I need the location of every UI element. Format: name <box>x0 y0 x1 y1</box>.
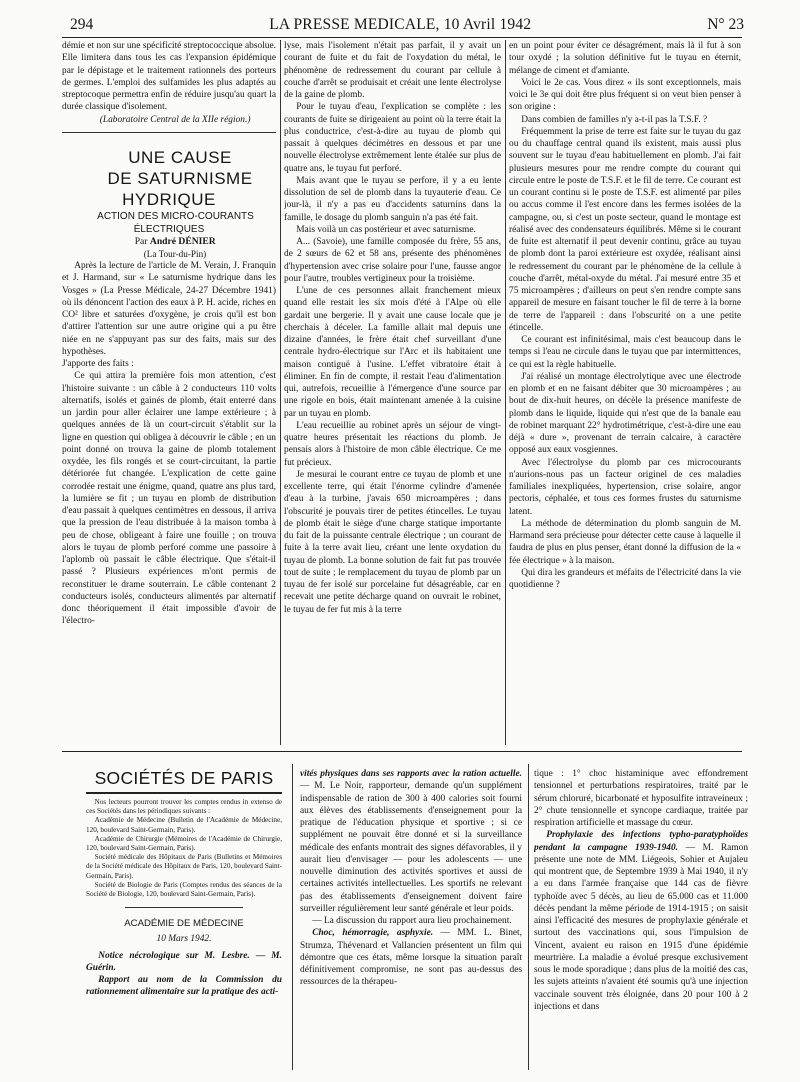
section-title-rule <box>86 792 282 794</box>
author-location: (La Tour-du-Pin) <box>143 248 207 259</box>
societes-column-3 <box>534 768 748 1068</box>
lab-credit: (Laboratoire Central de la XIIe région.) <box>99 114 251 125</box>
author-name: André DÉNIER <box>149 235 216 247</box>
paragraph: Ce courant est infinitésimal, mais c'est beaucoup dans le temps si l'eau ne circule dans le tuyau que par intermittences, ce qui est la règle habituelle. <box>509 335 741 370</box>
societes-column-1 <box>86 798 282 1068</box>
author-prefix: Par <box>134 235 148 247</box>
paragraph: L'eau recueillie au robinet après un séjour de vingt-quatre heures présentait les réactions du plomb. Je pensais alors à l'histoire de mon câble électrique. Ce me fut précieux. <box>284 420 501 468</box>
reference: Société de Biologie de Paris (Comptes rendus des séances de la Société de Biologie, 120, boulevard Saint-Germain, Paris). <box>86 880 282 899</box>
paragraph: J'apporte des faits : <box>62 359 134 369</box>
paragraph <box>534 829 748 1013</box>
reference: Société médicale des Hôpitaux de Paris (Bulletins et Mémoires de la Société médicale des Hôpitaux de Paris, 120, boulevard Saint-Germain, Paris). <box>86 853 282 880</box>
column-3 <box>509 40 741 745</box>
topic-title: Choc, hémorragie, asphyxie. <box>312 928 434 939</box>
paragraph: Ce qui attira la première fois mon attention, c'est l'histoire suivante : un câble à 2 conducteurs 110 volts alternatifs, isolés et gainés de plomb, était enterré dans un jardin pour aller éclairer une lampe extérieure ; à quelques années de là un court-circuit s'établit sur la ligne en question qui obligea à découvrir le câble ; en un point donné on trouva la gaine de plomb totalement oxydée, les fils rongés et se court-circuitant, la partie détériorée fut changée. L'explication de cette gaine corrodée restait une énigme, quand, quatre ans plus tard, la lumière se fit ; un tuyau en plomb de distribution d'eau passait à quelques centimètres en dessous, il arriva que la pression de l'eau distribuée à la maison tomba à peu de chose, obligeant à faire une fouille ; on trouva alors le tuyau de plomb perforé comme une passoire à l'aplomb où passait le câble électrique. Que s'était-il passé ? Plusieurs expériences m'ont permis de reconstituer le drame souterrain. Le câble contenant 2 conducteurs isolés, conducteurs alimentés par alternatif donc théoriquement il était impossible d'avoir de l'électro- <box>62 371 276 627</box>
paragraph <box>300 768 522 915</box>
page-number: 294 <box>70 16 94 33</box>
article-title-line1: UNE CAUSE <box>128 147 232 167</box>
paragraph: en un point pour éviter ce désagrément, mais là il fut à son tour oxydé ; la solution définitive fut le tuyau en éternit, mélange de ciment et d'amiante. <box>509 41 741 76</box>
paragraph: Je mesurai le courant entre ce tuyau de plomb et une excellente terre, qui était l'énorme cylindre d'amenée d'eau à la turbine, j'avais 650 microampères ; dans l'obscurité je pouvais tirer de petites étincelles. Le tuyau de plomb était le siège d'une charge statique importante du fait de la puissante centrale électrique ; un courant de fuite à la terre avait lieu, créant une lente oxydation du tuyau de plomb. La bonne solution de fait fut pas trouvée tout de suite ; le remplacement du tuyau de plomb par un tuyau de fer isolé sur porcelaine fut désagréable, car en recevait une petite décharge quand on ouvrait le robinet, le tuyau de fer fut mis à la terre <box>284 469 501 615</box>
article-author <box>62 236 276 248</box>
reference: Académie de Médecine (Bulletin de l'Académie de Médecine, 120, boulevard Saint-Germain, Paris). <box>86 816 282 834</box>
paragraph: A... (Savoie), une famille composée du frère, 55 ans, de 2 sœurs de 62 et 58 ans, présente des phénomènes d'hypertension avec crise solaire pour l'une, fausse angor pour l'autre, troubles vertigineux pour la troisième. <box>284 237 501 284</box>
paragraph: — La discussion du rapport aura lieu prochainement. <box>312 916 512 926</box>
paragraph: lyse, mais l'isolement n'était pas parfait, il y avait un courant de fuite et du fait de l'oxydation du métal, le phénomène de redressement du courant par cellule à couche d'arrêt se produisait et créait une lente électrolyse de la gaine de plomb. <box>284 41 501 100</box>
column-rule <box>280 40 281 745</box>
paragraph <box>300 927 522 988</box>
societes-column-2 <box>300 768 522 1068</box>
paragraph: Avec l'électrolyse du plomb par ces microcourants n'aurions-nous pas un facteur originel de ces maladies familiales inexpliquées, hypertension, crise solaire, angor pectoris, céphalée, et tous ces formes frustes du saturnisme latent. <box>509 457 741 517</box>
paragraph: Après la lecture de l'article de M. Verain, J. Franquin et J. Harmand, sur « Le saturnisme hydrique dans les Vosges » (La Presse Médicale, 24-27 Décembre 1941) où ils dénoncent l'action des eaux à P. H. acide, riches en CO² libre et saturées d'oxygène, je crois qu'il est bon d'attirer l'attention sur une autre origine qui a pu être niée en ne s'appuyant pas sur des faits, mais sur des hypothèses. <box>62 261 276 357</box>
paragraph: Fréquemment la prise de terre est faite sur le tuyau du gaz ou du chauffage central quand ils existent, mais aussi plus souvent sur le tuyau d'eau habituellement en plomb. J'ai fait plusieurs mesures pour me rendre compte du courant qui circule entre le poste de T.S.F. et le fil de terre. Ce courant est un courant continu si le poste de T.S.F. est alimenté par piles ou accus comme il l'est encore dans les fermes isolées de la campagne, ou, si c'est un poste secteur, quand le montage est réalisé avec des condensateurs équilibrés. Même si le courant de fuite est alternatif il peut devenir continu, grâce au tuyau de plomb dont la paroi extérieure est oxydée, réalisant ainsi le redressement du courant par le phénomène de la cellule à couche d'arrêt, métal-oxyde du métal. J'ai mesuré entre 35 et 75 microampères ; d'ailleurs on peut s'en rendre compte sans appareil de mesure en faisant toucher le fil de terre à la borne de terre de l'appareil : dans l'obscurité on a une petite étincelle. <box>509 126 741 333</box>
topic-title: vités physiques dans ses rapports avec la ration actuelle. <box>300 769 522 779</box>
paragraph: Rapport au nom de la Commission du rationnement alimentaire sur la pratique des acti- <box>86 975 282 998</box>
article-rule <box>62 132 276 133</box>
article-title-line2: DE SATURNISME HYDRIQUE <box>107 168 253 209</box>
periodicals-notice <box>86 798 282 899</box>
column-rule <box>528 764 529 1070</box>
section-separator <box>62 751 742 752</box>
journal-title: LA PRESSE MEDICALE, 10 Avril 1942 <box>269 16 532 33</box>
paragraph: Dans combien de familles n'y a-t-il pas la T.S.F. ? <box>521 114 708 125</box>
article-subtitle <box>62 210 276 236</box>
article-subtitle-line2: ÉLECTRIQUES <box>133 223 205 235</box>
paragraph: L'une de ces personnes allait franchement mieux quand elle restait les six mois d'été à l'Alpe où elle gardait une bergerie. Il y avait une cause locale que je cherchais à déceler. La famille allait mal depuis une dizaine d'années, le frère était chef surveillant d'une centrale hydro-électrique sur l'Arc et ils habitaient une maison contiguë à l'usine. L'effet vibratoire était à éliminer. En fin de compte, il restait l'eau d'alimentation qui, autrefois, recueillie à l'émergence d'une source par une rigole en bois, était maintenant amenée à la cuisine par un tuyau en plomb. <box>284 286 501 419</box>
paragraph: La méthode de détermination du plomb sanguin de M. Harmand sera précieuse pour détecter cette cause à laquelle il faudra de plus en plus penser, étant donné la diffusion de la « fée électrique » à la maison. <box>509 518 741 566</box>
header-rule <box>62 37 742 38</box>
paragraph: Notice nécrologique sur M. Lesbre. — M. Guérin. <box>86 950 282 973</box>
topic-title: Prophylaxie des infections typho-paratyphoïdes pendant la campagne 1939-1940. <box>534 830 748 853</box>
academy-heading: ACADÉMIE DE MÉDECINE <box>124 918 244 930</box>
topic-body: — MM. L. Binet, Strumza, Thévenard et Vallancien présentent un film qui démontre que ces états, même lorsque la situation paraît définitivement compromise, ne sont pas au-dessus des ressources de la thérapeu- <box>300 928 522 988</box>
sub-rule <box>125 907 243 908</box>
article-subtitle-line1: ACTION DES MICRO-COURANTS <box>97 210 254 222</box>
paragraph: Mais avant que le tuyau se perfore, il y a eu lente dissolution de sel de plomb dans la tuyauterie d'eau. Ce jour-là, il n'y a pas eu d'accidents saturnins dans la famille, le dosage du plomb sanguin n'a pas été fait. <box>284 175 501 223</box>
paragraph: Qui dira les grandeurs et méfaits de l'électricité dans la vie quotidienne ? <box>509 567 741 590</box>
column-1 <box>62 40 276 745</box>
section-title: SOCIÉTÉS DE PARIS <box>94 768 274 788</box>
column-rule <box>505 40 506 745</box>
paragraph: tique : 1° choc histaminique avec effondrement tensionnel et perturbations respiratoires, traité par le sérum chloruré, bicarbonaté et hyposulfite intraveineux ; 2° chute tensionnelle et syncope cardiaque, traitée par respiration artificielle et massage du cœur. <box>534 769 748 828</box>
topic-body: — M. Ramon présente une note de MM. Liégeois, Sohier et Aujaleu qui montrent que, de Septembre 1939 à Mai 1940, il n'y a eu dans l'armée française que 144 cas de fièvre typhoïde avec 5 décès, au lieu de 65.000 cas et 11.000 décès pendant la même période de 1914-1915 ; on saisit ainsi l'efficacité des mesures de prophylaxie générale et surtout des vaccinations qui, sous l'impulsion de Vincent, avaient eu raison en 1915 d'une épidémie meurtrière. La maladie a évolué presque exclusivement sous le mode sporadique ; dans plus de la moitié des cas, les sujets atteints n'avaient été soumis qu'à une injection vaccinale souvent très éloignée, dans 20 pour 100 à 2 injections et dans <box>534 842 748 1012</box>
session-date: 10 Mars 1942. <box>156 934 212 945</box>
reference: Académie de Chirurgie (Mémoires de l'Académie de Chirurgie, 120, boulevard Saint-Germain, Paris). <box>86 834 282 853</box>
paragraph: J'ai réalisé un montage électrolytique avec une électrode en plomb et en ne faisant débiter que 30 microampères ; au bout de dix-huit heures, on décèle la présence manifeste de plomb dans le liquide, liquide qui n'est que de la banale eau de robinet marquant 22° hydrotimétrique, c'est-à-dire une eau déjà « dure », provenant de terrain calcaire, à caractère opposé aux eaux vosgiennes. <box>509 371 741 456</box>
paragraph: Voici le 2e cas. Vous direz « ils sont exceptionnels, mais voici le 3e qui doit être plus fréquent si on veut bien penser à son origine : <box>509 77 741 113</box>
column-2 <box>284 40 501 745</box>
column-rule <box>292 764 293 1070</box>
paragraph: Pour le tuyau d'eau, l'explication se complète : les courants de fuite se dirigeaient au point où la terre était la plus conductrice, c'est-à-dire au tuyau de plomb qui passait à quelques décimètres en dessous et par une nouvelle électrolyse extrêmement lente étalée sur plus de quatre ans, le tuyau fut perforé. <box>284 102 501 174</box>
topic-body: — M. Le Noir, rapporteur, demande qu'un supplément indispensable de ration de 300 à 400 calories soit fourni aux élèves des établissements d'enseignement pour la pratique de l'éducation physique et sportive ; si ce supplément ne pouvait être donné et si la surveillance médicale des enfants montrait des signes défavorables, il y aurait lieu d'envisager — pour les adolescents — une nouvelle diminution des activités sportives et aussi de certaines activités intellectuelles. Les sportifs ne relevant pas des établissements d'enseignement doivent faire surveiller régulièrement leur santé générale et leur poids. <box>300 781 522 914</box>
page-header <box>70 16 744 36</box>
paragraph: Mais voilà un cas postérieur et avec saturnisme. <box>296 224 476 235</box>
notice-text: Nos lecteurs pourront trouver les comptes rendus in extenso de ces Sociétés dans les périodiques suivants : <box>86 798 282 816</box>
paragraph: démie et non sur une spécificité streptococcique absolue. Elle limitera dans tous les cas l'expansion épidémique par le dépistage et le traitement rationnels des porteurs de germes. L'emploi des sulfamides les plus adaptés au streptocoque permettra enfin de réduire jusqu'au quart la durée classique d'isolement. <box>62 41 276 113</box>
issue-number: N° 23 <box>707 16 744 33</box>
